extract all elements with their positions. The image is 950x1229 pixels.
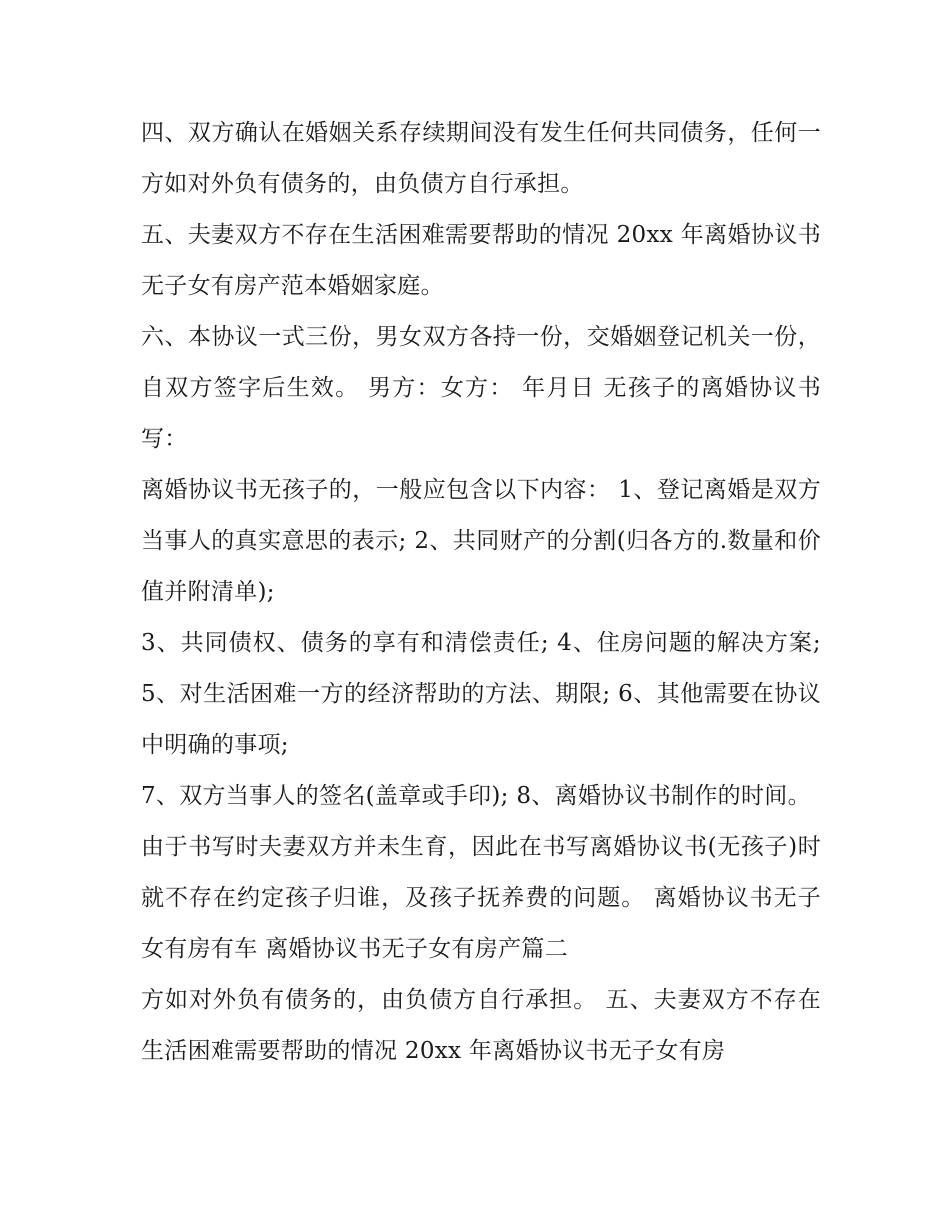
paragraph-debts: 四、双方确认在婚姻关系存续期间没有发生任何共同债务，任何一方如对外负有债务的，由负债方自行承担。 (141, 120, 821, 197)
paragraph-section-two: 方如对外负有债务的，由负债方自行承担。 五、夫妻双方不存在生活困难需要帮助的情况 20xx 年离婚协议书无子女有房 (141, 987, 821, 1064)
paragraph-copies-signature: 六、本协议一式三份，男女双方各持一份，交婚姻登记机关一份，自双方签字后生效。 男方：女方： 年月日 无孩子的离婚协议书写： (141, 324, 821, 452)
document-body (141, 108, 821, 1077)
paragraph-no-hardship: 五、夫妻双方不存在生活困难需要帮助的情况 20xx 年离婚协议书无子女有房产范本婚姻家庭。 (141, 222, 821, 299)
paragraph-signatures-time: 7、双方当事人的签名(盖章或手印); 8、离婚协议书制作的时间。 (141, 783, 811, 809)
paragraph-contents-list: 离婚协议书无孩子的，一般应包含以下内容： 1、登记离婚是双方当事人的真实意思的表示; 2、共同财产的分割(归各方的.数量和价值并附清单); (141, 477, 821, 605)
paragraph-no-children-note: 由于书写时夫妻双方并未生育，因此在书写离婚协议书(无孩子)时就不存在约定孩子归谁，及孩子抚养费的问题。 离婚协议书无子女有房有车 离婚协议书无子女有房产篇二 (141, 834, 821, 962)
paragraph-contents-list-continued: 3、共同债权、债务的享有和清偿责任; 4、住房问题的解决方案; 5、对生活困难一方的经济帮助的方法、期限; 6、其他需要在协议中明确的事项; (141, 630, 821, 758)
